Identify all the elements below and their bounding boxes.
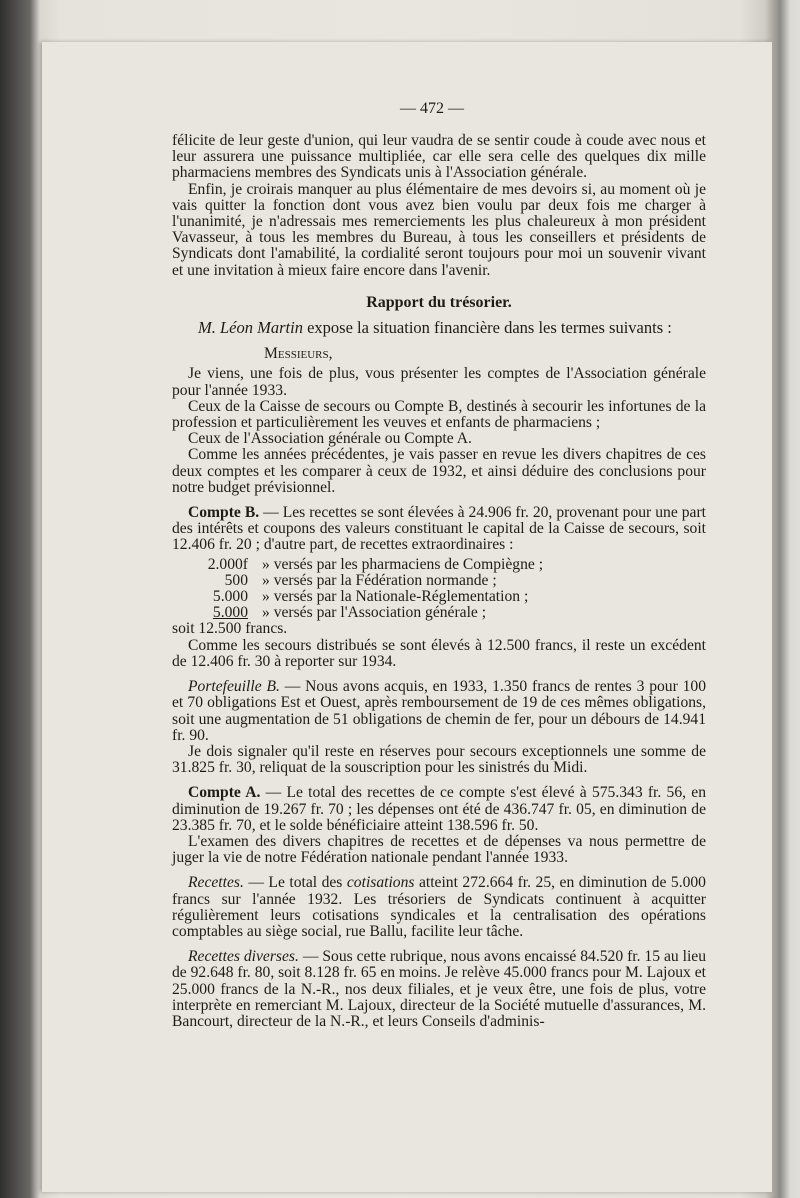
page-body	[172, 133, 706, 1030]
recettes-diverses-label: Recettes diverses.	[188, 948, 299, 966]
page-number: — 472 —	[400, 100, 464, 117]
list-item	[172, 557, 706, 573]
report-paragraph: Comme les années précédentes, je vais passer en revue les divers chapitres de ces deux comptes et les comparer à ceux de 1932, et ainsi déduire des conclusions pour notre budget prévisionnel.	[172, 446, 706, 496]
portefeuille-b-after: Je dois signaler qu'il reste en réserves pour secours exceptionnels une somme de 31.825 fr. 30, reliquat de la souscription pour les sinistrés du Midi.	[172, 742, 706, 777]
list-desc: » versés par la Nationale-Réglementation ;	[262, 588, 529, 606]
salutation: Messieurs,	[264, 345, 333, 363]
portefeuille-b-label: Portefeuille B.	[188, 678, 280, 696]
compte-b-text: — Les recettes se sont élevées à 24.906 fr. 20, provenant pour une part des intérêts et coupons des valeurs constituant le capital de la Caisse de secours, soit 12.406 fr. 20 ; d'autre part, de recettes extraordinaires :	[172, 504, 706, 554]
section-title: Rapport du trésorier.	[366, 293, 512, 311]
list-amount: 5.000	[212, 604, 248, 622]
compte-a-text: — Le total des recettes de ce compte s'est élevé à 575.343 fr. 56, en diminution de 19.267 fr. 70 ; les dépenses ont été de 436.747 fr. 05, en diminution de 23.385 fr. 70, et le solde bénéficiaire atteint 138.596 fr. 50.	[172, 784, 706, 834]
list-item	[172, 605, 706, 621]
report-paragraph: Je viens, une fois de plus, vous présenter les comptes de l'Association générale pour l'année 1933.	[172, 365, 706, 399]
intro-paragraph: Enfin, je croirais manquer au plus élémentaire de mes devoirs si, au moment où je vais quitter la fonction dont vous avez bien voulu par deux fois me charger à l'unanimité, je n'adressais mes remerciements les plus chaleureux à mon président Vavasseur, à tous les membres du Bureau, à tous les conseillers et présidents de Syndicats dont l'amabilité, la cordialité seront toujours pour moi un souvenir vivant et une invitation à mieux faire encore dans l'avenir.	[172, 180, 706, 279]
recettes-text-a: — Le total des	[248, 874, 343, 892]
portefeuille-b-paragraph	[172, 679, 706, 744]
report-paragraph: Ceux de la Caisse de secours ou Compte B, destinés à secourir les infortunes de la profession et particulièrement les veuves et enfants de pharmaciens ;	[172, 397, 706, 432]
report-paragraph: Ceux de l'Association générale ou Compte A.	[188, 430, 472, 448]
recettes-text-b: atteint 272.664 fr. 25, en diminution de 5.000 francs sur l'année 1932. Les trésoriers de Syndicats continuent à acquitter régulièrement leurs cotisations syndicales et la centralisation des opérations comptables au siège social, rue Ballu, facilite leur tâche.	[172, 874, 706, 940]
compte-a-paragraph	[172, 785, 706, 834]
compte-b-paragraph	[172, 505, 706, 554]
compte-b-label: Compte B.	[188, 504, 260, 522]
list-amount: 2.000f	[207, 555, 248, 573]
recettes-label: Recettes.	[188, 874, 244, 892]
portefeuille-b-text: — Nous avons acquis, en 1933, 1.350 francs de rentes 3 pour 100 et 70 obligations Est et Ouest, après remboursement de 19 de ces mêmes obligations, soit une augmentation de 51 obligations de chemin de fer, pour un débours de 14.941 fr. 90.	[172, 678, 707, 744]
list-desc: » versés par les pharmaciens de Compiègne ;	[262, 555, 544, 573]
recettes-diverses-paragraph	[172, 949, 706, 1030]
speaker-name: M. Léon Martin	[198, 318, 303, 338]
compte-b-total: soit 12.500 francs.	[172, 620, 288, 638]
list-desc: » versés par l'Association générale ;	[262, 604, 487, 622]
intro-paragraph: félicite de leur geste d'union, qui leur vaudra de se sentir coude à coude avec nous et leur assurera une puissance multipliée, car elle sera celle des quelques dix mille pharmaciens membres des Syndicats unis à l'Association générale.	[172, 132, 706, 182]
recettes-paragraph	[172, 875, 706, 940]
recettes-em: cotisations	[346, 874, 415, 892]
compte-b-list	[172, 557, 706, 622]
compte-b-after: Comme les secours distribués se sont élevés à 12.500 francs, il reste un excédent de 12.406 fr. 30 à reporter sur 1934.	[172, 636, 706, 670]
list-amount: 5.000	[212, 588, 248, 606]
list-amount: 500	[224, 571, 248, 589]
recettes-diverses-text: — Sous cette rubrique, nous avons encaissé 84.520 fr. 15 au lieu de 92.648 fr. 80, soit 8.128 fr. 65 en moins. Je relève 45.000 francs pour M. Lajoux et 25.000 francs de la N.-R., nos deux filiales, et je veux être, une fois de plus, votre interprète en remerciant M. Lajoux, directeur de la Société mutuelle d'assurances, M. Bancourt, directeur de la N.-R., et leurs Conseils d'adminis-	[172, 948, 706, 1030]
list-item	[172, 573, 706, 589]
list-item	[172, 589, 706, 605]
speaker-line	[172, 320, 706, 336]
compte-a-label: Compte A.	[188, 784, 261, 802]
speaker-text: expose la situation financière dans les termes suivants :	[307, 318, 672, 338]
list-desc: » versés par la Fédération normande ;	[262, 571, 497, 589]
compte-a-after: L'examen des divers chapitres de recettes et de dépenses va nous permettre de juger la vie de notre Fédération nationale pendant l'année 1933.	[172, 832, 706, 867]
